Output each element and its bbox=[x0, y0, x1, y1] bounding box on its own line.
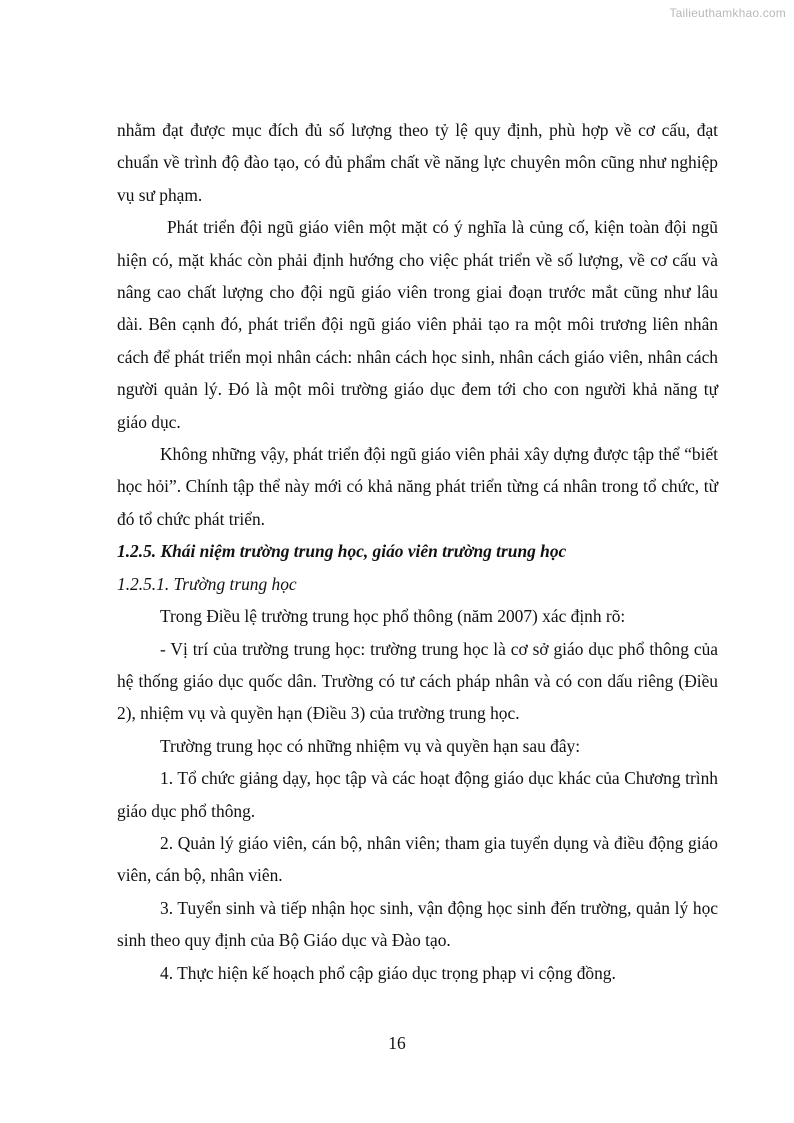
paragraph-continuation: nhằm đạt được mục đích đủ số lượng theo tỷ lệ quy định, phù hợp về cơ cấu, đạt chuẩn về trình độ đào tạo, có đủ phẩm chất về năng lực chuyên môn cũng như nghiệp vụ sư phạm. bbox=[117, 120, 718, 205]
paragraph-development: Phát triển đội ngũ giáo viên một mặt có ý nghĩa là củng cố, kiện toàn đội ngũ hiện có, mặt khác còn phải định hướng cho việc phát triển về số lượng, về cơ cấu và nâng cao chất lượng cho đội ngũ giáo viên trong giai đoạn trước mắt cũng như lâu dài. Bên cạnh đó, phát triển đội ngũ giáo viên phải tạo ra một môi trương liên nhân cách để phát triển mọi nhân cách: nhân cách học sinh, nhân cách giáo viên, nhân cách người quản lý. Đó là một môi trường giáo dục đem tới cho con người khả năng tự giáo dục. bbox=[117, 217, 718, 432]
page-number: 16 bbox=[388, 1033, 406, 1053]
paragraph-charter-intro: Trong Điều lệ trường trung học phổ thông (năm 2007) xác định rõ: bbox=[160, 606, 626, 627]
paragraph-duties-intro: Trường trung học có những nhiệm vụ và quyền hạn sau đây: bbox=[160, 735, 581, 756]
list-item-duty-2: 2. Quản lý giáo viên, cán bộ, nhân viên; tham gia tuyển dụng và điều động giáo viên, cán bộ, nhân viên. bbox=[117, 832, 718, 886]
list-item-duty-1: 1. Tổ chức giảng dạy, học tập và các hoạt động giáo dục khác của Chương trình giáo dục phổ thông. bbox=[117, 768, 718, 821]
watermark: Tailieuthamkhao.com bbox=[669, 6, 786, 20]
list-item-duty-4: 4. Thực hiện kế hoạch phổ cập giáo dục trọng phạp vi cộng đồng. bbox=[160, 962, 616, 983]
paragraph-school-position: - Vị trí của trường trung học: trường trung học là cơ sở giáo dục phổ thông của hệ thống giáo dục quốc dân. Trường có tư cách pháp nhân và có con dấu riêng (Điều 2), nhiệm vụ và quyền hạn (Điều 3) của trường trung học. bbox=[117, 638, 718, 724]
paragraph-learning-collective: Không những vậy, phát triển đội ngũ giáo viên phải xây dựng được tập thể “biết học hỏi”. Chính tập thể này mới có khả năng phát triển từng cá nhân trong tổ chức, từ đó tổ chức phát triển. bbox=[117, 444, 718, 529]
document-body bbox=[117, 114, 718, 989]
section-heading: 1.2.5. Khái niệm trường trung học, giáo viên trường trung học bbox=[117, 541, 567, 562]
list-item-duty-3: 3. Tuyển sinh và tiếp nhận học sinh, vận động học sinh đến trường, quản lý học sinh theo quy định của Bộ Giáo dục và Đào tạo. bbox=[117, 897, 718, 951]
subsection-heading: 1.2.5.1. Trường trung học bbox=[117, 573, 297, 594]
